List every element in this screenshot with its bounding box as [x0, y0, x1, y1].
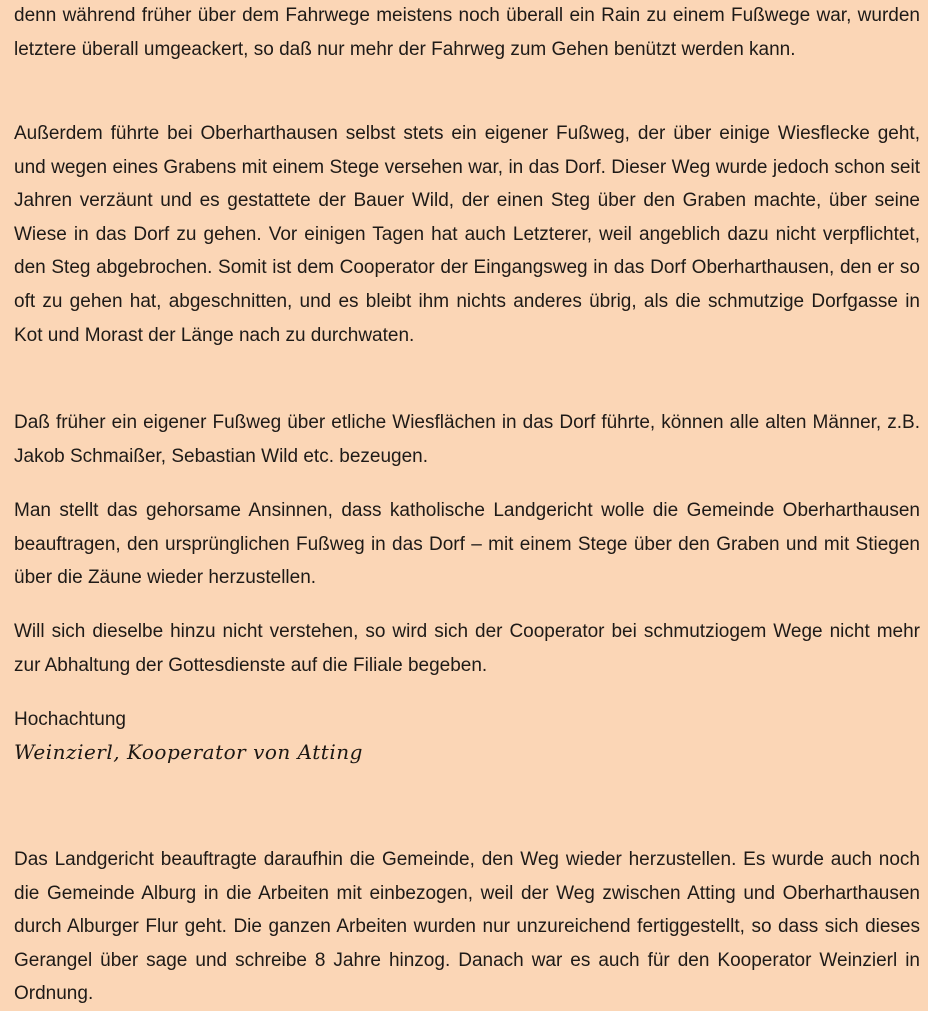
paragraph-2: Außerdem führte bei Oberharthausen selbst stets ein eigener Fußweg, der über einige Wiesflecke geht, und wegen eines Grabens mit einem Stege versehen war, in das Dorf. Dieser Weg wurde jedoch schon seit Jahren verzäunt und es gestattete der Bauer Wild, der einen Steg über den Graben machte, über seine Wiese in das Dorf zu gehen. Vor einigen Tagen hat auch Letzterer, weil angeblich dazu nicht verpflichtet, den Steg abgebrochen. Somit ist dem Cooperator der Eingangsweg in das Dorf Oberharthausen, den er so oft zu gehen hat, abgeschnitten, und es bleibt ihm nichts anderes übrig, als die schmutzige Dorfgasse in Kot und Morast der Länge nach zu durchwaten.	[14, 123, 920, 346]
paragraph-3: Daß früher ein eigener Fußweg über etliche Wiesflächen in das Dorf führte, können alle alten Männer, z.B. Jakob Schmaißer, Sebastian Wild etc. bezeugen.	[14, 412, 920, 467]
paragraph-5: Will sich dieselbe hinzu nicht verstehen, so wird sich der Cooperator bei schmutziogem Wege nicht mehr zur Abhaltung der Gottesdienste auf die Filiale begeben.	[14, 621, 920, 676]
greeting: Hochachtung	[14, 709, 126, 730]
paragraph-1: denn während früher über dem Fahrwege meistens noch überall ein Rain zu einem Fußwege war, wurden letztere überall umgeackert, so daß nur mehr der Fahrweg zum Gehen benützt werden kann.	[14, 5, 920, 60]
paragraph-4: Man stellt das gehorsame Ansinnen, dass katholische Landgericht wolle die Gemeinde Oberharthausen beauftragen, den ursprünglichen Fußweg in das Dorf – mit einem Stege über den Graben und mit Stiegen über die Zäune wieder herzustellen.	[14, 500, 920, 589]
signature: Weinzierl, Kooperator von Atting	[14, 740, 363, 764]
closing-paragraph: Das Landgericht beauftragte daraufhin die Gemeinde, den Weg wieder herzustellen. Es wurde auch noch die Gemeinde Alburg in die Arbeiten mit einbezogen, weil der Weg zwischen Atting und Oberharthausen durch Alburger Flur geht. Die ganzen Arbeiten wurden nur unzureichend fertiggestellt, so dass sich dieses Gerangel über sage und schreibe 8 Jahre hinzog. Danach war es auch für den Kooperator Weinzierl in Ordnung.	[14, 849, 920, 1005]
